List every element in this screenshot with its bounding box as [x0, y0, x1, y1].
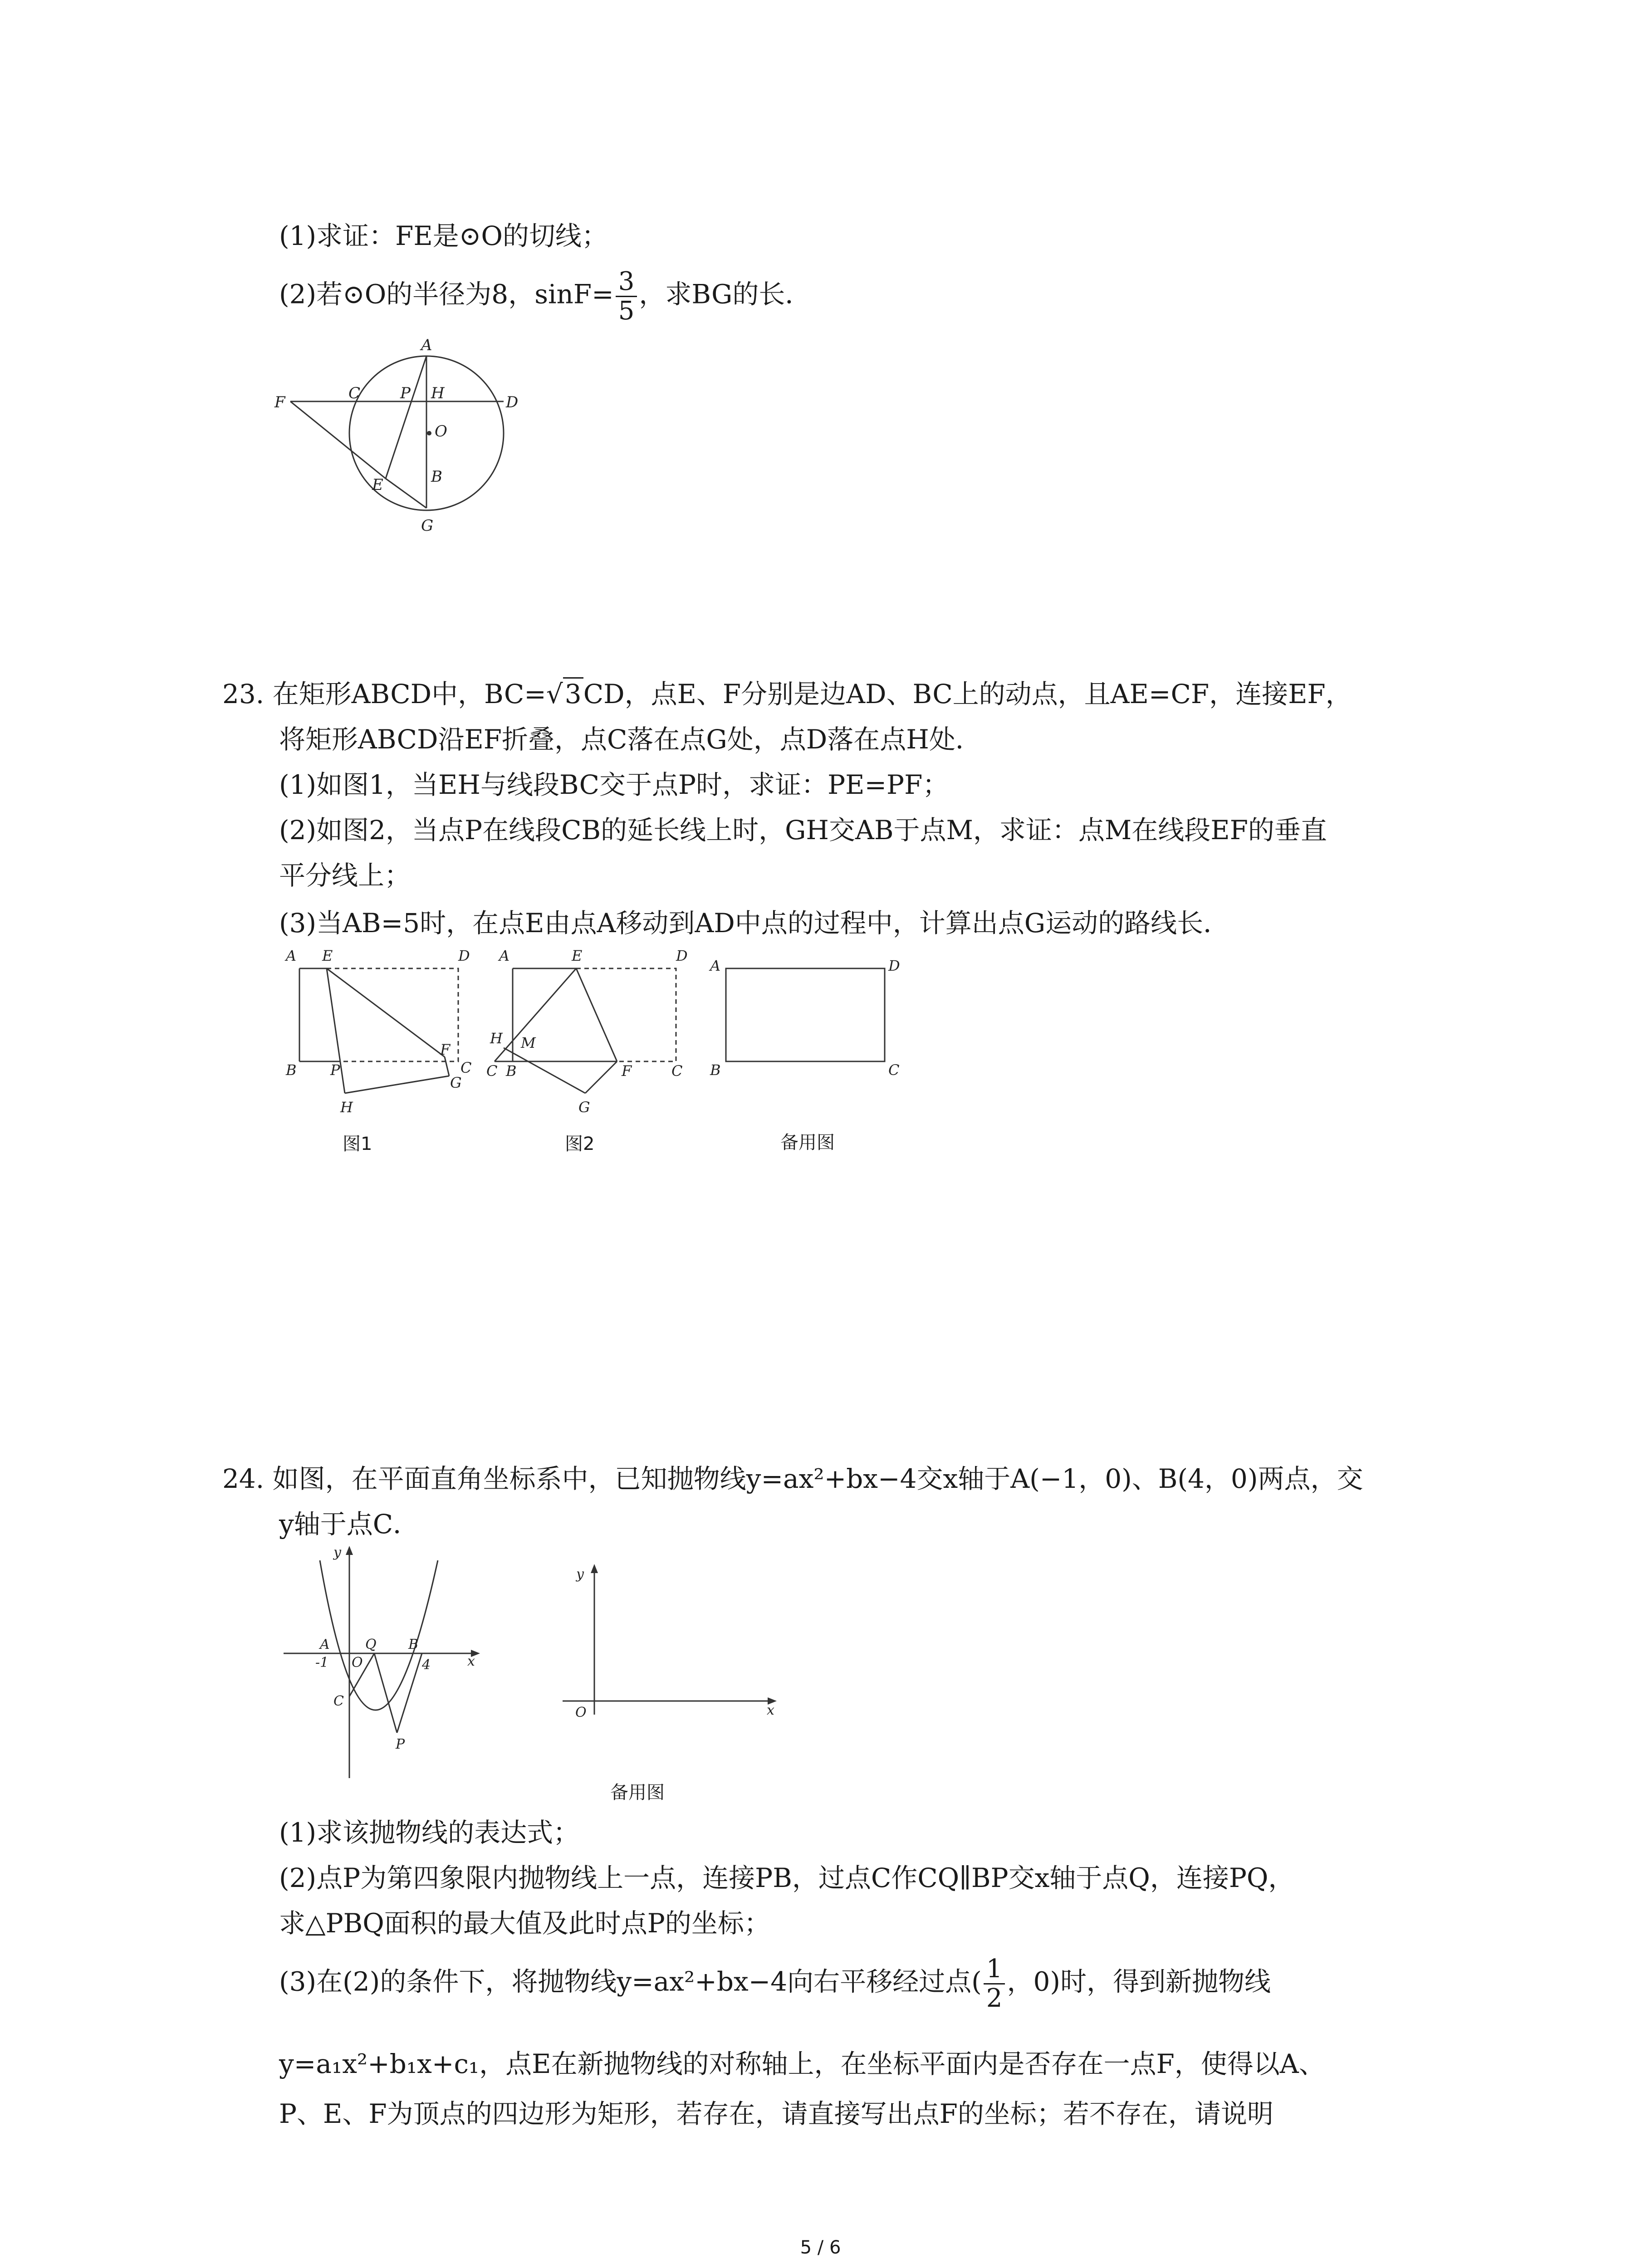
q23-figure3 — [699, 943, 916, 1098]
svg-text:P: P — [396, 1736, 405, 1752]
q23-figure1 — [281, 943, 481, 1134]
svg-text:A: A — [286, 947, 297, 964]
q23-part2b: 平分线上； — [279, 860, 411, 891]
fig3-caption: 备用图 — [780, 1132, 835, 1153]
svg-text:M: M — [521, 1034, 536, 1051]
label-C: C — [348, 384, 361, 402]
label-G: G — [421, 517, 434, 535]
fraction: $\frac{3}{5}$ — [616, 268, 637, 325]
svg-text:C: C — [460, 1059, 472, 1076]
svg-text:H: H — [340, 1099, 353, 1116]
q22-part2: (2)若⊙O的半径为8，sinF= $\frac{3}{5}$ ，求BG的长． — [279, 267, 812, 326]
page-number: 5 / 6 — [800, 2237, 841, 2258]
q24-part3-line3: P、E、F为顶点的四边形为矩形，若存在，请直接写出点F的坐标；若不存在，请说明 — [279, 2098, 1274, 2129]
q24-part3: (3)在(2)的条件下，将抛物线y=ax²+bx−4向右平移经过点( $\frac{1}{2}$ ，0)时，得到新抛物线 — [279, 1954, 1271, 2013]
fig2-caption: 图2 — [565, 1134, 595, 1154]
svg-text:y: y — [333, 1545, 341, 1560]
q23-line1: 23. 在矩形ABCD中，BC=√3CD，点E、F分别是边AD、BC上的动点，且AE=CF，连接EF， — [222, 676, 1352, 712]
label-F: F — [274, 393, 285, 411]
q23-figure2 — [485, 943, 688, 1134]
svg-text:D: D — [676, 947, 688, 964]
q23-part3: (3)当AB=5时，在点E由点A移动到AD中点的过程中，计算出点G运动的路线长． — [279, 908, 1230, 938]
svg-text:A: A — [710, 957, 721, 974]
q24-figure2 — [554, 1560, 789, 1724]
q24-figure1 — [277, 1542, 485, 1787]
svg-text:H: H — [490, 1030, 503, 1047]
q22-part1: (1)求证：FE是⊙O的切线； — [279, 220, 608, 251]
svg-text:O: O — [352, 1655, 363, 1671]
svg-text:A: A — [320, 1637, 330, 1652]
label-H: H — [431, 384, 445, 402]
svg-text:Q: Q — [365, 1637, 377, 1652]
svg-text:P: P — [330, 1061, 340, 1079]
label-D: D — [506, 393, 519, 411]
label-P: P — [400, 384, 411, 402]
label-A: A — [421, 336, 432, 354]
q23-line2: 将矩形ABCD沿EF折叠，点C落在点G处，点D落在点H处． — [279, 724, 982, 755]
svg-text:E: E — [322, 947, 333, 964]
svg-text:4: 4 — [422, 1657, 431, 1673]
q24-part2b: 求△PBQ面积的最大值及此时点P的坐标； — [279, 1908, 770, 1939]
svg-text:y: y — [576, 1566, 584, 1582]
svg-text:F: F — [622, 1062, 632, 1080]
svg-text:D: D — [458, 947, 470, 964]
svg-text:C: C — [486, 1062, 498, 1080]
svg-text:x: x — [467, 1653, 475, 1669]
fig1-caption: 图1 — [343, 1134, 372, 1154]
q24-line2: y轴于点C． — [279, 1509, 420, 1540]
q24-part1: (1)求该抛物线的表达式； — [279, 1817, 580, 1848]
q24-part2a: (2)点P为第四象限内抛物线上一点，连接PB，过点C作CQ∥BP交x轴于点Q，连接PQ， — [279, 1862, 1295, 1893]
svg-text:F: F — [440, 1041, 451, 1058]
svg-text:B: B — [408, 1637, 419, 1652]
fraction: $\frac{1}{2}$ — [984, 1955, 1005, 2013]
q24-line1: 24. 如图，在平面直角坐标系中，已知抛物线y=ax²+bx−4交x轴于A(−1，0)、B(4，0)两点，交 — [222, 1463, 1363, 1494]
q24-fig2-caption: 备用图 — [610, 1782, 665, 1803]
svg-text:-1: -1 — [315, 1655, 329, 1671]
svg-text:O: O — [575, 1705, 587, 1721]
svg-text:D: D — [888, 957, 900, 974]
svg-text:B: B — [286, 1061, 297, 1079]
svg-text:B: B — [710, 1061, 721, 1079]
q24-part3-line2: y=a₁x²+b₁x+c₁，点E在新抛物线的对称轴上，在坐标平面内是否存在一点F，使得以A、 — [279, 2048, 1325, 2079]
q23-part2a: (2)如图2，当点P在线段CB的延长线上时，GH交AB于点M，求证：点M在线段EF的垂直 — [279, 815, 1327, 846]
q22-figure — [272, 331, 526, 544]
svg-text:E: E — [572, 947, 583, 964]
label-E: E — [372, 476, 383, 494]
svg-text:C: C — [671, 1062, 683, 1080]
svg-text:A: A — [499, 947, 510, 964]
svg-text:B: B — [506, 1062, 517, 1080]
q23-part1: (1)如图1，当EH与线段BC交于点P时，求证：PE=PF； — [279, 769, 949, 800]
label-O: O — [435, 422, 447, 440]
label-B: B — [431, 468, 442, 486]
svg-text:G: G — [578, 1099, 590, 1116]
svg-text:C: C — [333, 1693, 344, 1709]
svg-text:G: G — [450, 1074, 462, 1091]
svg-text:C: C — [888, 1061, 900, 1079]
svg-text:x: x — [767, 1702, 774, 1718]
